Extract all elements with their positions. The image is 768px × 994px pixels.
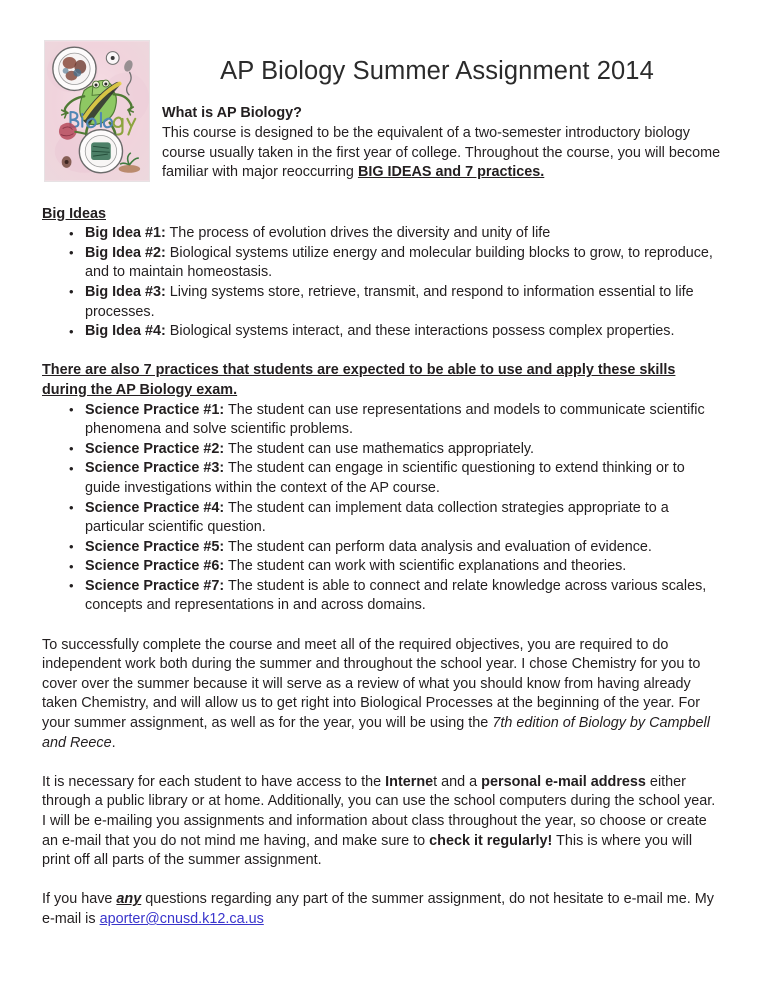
paragraph-contact-part1: If you have (42, 891, 117, 908)
practice-label: Science Practice #5: (85, 538, 225, 555)
paragraph-email-part1: It is necessary for each student to have access to the (42, 773, 386, 790)
paragraph-course-part1: To successfully complete the course and meet all of the required objectives, you are required to do independent work both during the summer and throughout the school year. I chose Chemistry for you to cover over the summer because it will serve as a review of what you should know from having already taken Chemistry, and will allow us to get right into Biological Processes at the beginning of the year. For your summer assignment, as well as for the year, you will be using the (42, 636, 701, 732)
biology-illustration (44, 40, 150, 182)
big-idea-text: Living systems store, retrieve, transmit, and respond to information essential to life processes. (85, 283, 694, 320)
practice-text: The student can work with scientific explanations and theories. (224, 558, 627, 575)
intro-body: This course is designed to be the equivalent of a two-semester introductory biology course usually taken in the first year of college. Throughout the course, you will become familiar with major reoccurring (162, 124, 721, 181)
practices-heading: There are also 7 practices that students are expected to be able to use and apply these skills during the AP Biology exam. (42, 362, 676, 398)
practice-label: Science Practice #7: (85, 577, 225, 594)
practice-label: Science Practice #3: (85, 460, 225, 477)
paragraph-email-part4: This is where you will print off all parts of the summer assignment. (42, 832, 693, 869)
big-ideas-heading: Big Ideas (42, 205, 106, 222)
spacer (42, 871, 722, 891)
practice-text: The student can perform data analysis and evaluation of evidence. (224, 538, 652, 555)
list-item (42, 459, 722, 498)
spacer (42, 342, 722, 362)
paragraph-course-part2: . (111, 734, 116, 751)
list-item (42, 283, 722, 322)
check-regularly-emphasis: check it regularly! (429, 832, 553, 849)
document-body (0, 185, 768, 930)
big-idea-text: Biological systems utilize energy and molecular building blocks to grow, to reproduce, and to maintain homeostasis. (85, 244, 713, 281)
list-item (42, 440, 722, 460)
list-item (42, 401, 722, 440)
list-item (42, 322, 722, 342)
big-idea-text: The process of evolution drives the diversity and unity of life (165, 225, 551, 242)
spacer (42, 185, 722, 205)
list-item (42, 499, 722, 538)
practice-text: The student can use representations and models to communicate scientific phenomena and solve scientific problems. (85, 401, 705, 438)
big-ideas-list (42, 224, 722, 342)
header-text-column (162, 57, 722, 183)
practice-label: Science Practice #2: (85, 440, 225, 457)
paragraph-email-part3: either through a public library or at home. Additionally, you can use the school computers during the school year. I will be e-mailing you assignments and information about class throughout the year, so choose or create an e-mail that you do not mind me having, and make sure to (42, 773, 716, 849)
list-item (42, 557, 722, 577)
practice-text: The student is able to connect and relate knowledge across various scales, concepts and representations in and across domains. (85, 577, 707, 614)
paragraph-contact (42, 890, 722, 929)
big-idea-text: Biological systems interact, and these interactions possess complex properties. (165, 323, 675, 340)
page-title: AP Biology Summer Assignment 2014 (220, 57, 654, 85)
practice-text: The student can use mathematics appropriately. (224, 440, 535, 457)
list-item (42, 224, 722, 244)
intro-heading: What is AP Biology? (162, 105, 302, 122)
paragraph-contact-part2: questions regarding any part of the summer assignment, do not hesitate to e-mail me. My e-mail is (42, 891, 714, 927)
paragraph-email (42, 773, 722, 871)
big-idea-label: Big Idea #2: (85, 244, 166, 261)
teacher-email-link[interactable]: aporter@cnusd.k12.ca.us (99, 910, 264, 927)
any-emphasis: any (116, 891, 142, 908)
big-idea-label: Big Idea #3: (85, 283, 166, 300)
practice-label: Science Practice #4: (85, 499, 225, 516)
practice-label: Science Practice #1: (85, 401, 225, 418)
practice-text: The student can implement data collection strategies appropriate to a particular scientific question. (85, 499, 669, 536)
document-header (0, 0, 768, 185)
email-address-emphasis: personal e-mail address (481, 773, 646, 790)
intro-emphasis: BIG IDEAS and 7 practices. (357, 164, 545, 181)
paragraph-email-part2: t and a (433, 773, 482, 790)
spacer (42, 753, 722, 773)
big-idea-label: Big Idea #1: (85, 225, 166, 242)
spacer (42, 616, 722, 636)
practice-label: Science Practice #6: (85, 558, 225, 575)
practices-list (42, 401, 722, 617)
list-item (42, 577, 722, 616)
practice-text: The student can engage in scientific questioning to extend thinking or to guide investigations within the context of the AP course. (85, 460, 685, 496)
list-item (42, 538, 722, 558)
big-ideas-heading-wrap (42, 205, 722, 225)
textbook-title: 7th edition of Biology by Campbell and Reece (42, 715, 710, 751)
internet-emphasis: Interne (385, 773, 434, 790)
list-item (42, 244, 722, 283)
big-idea-label: Big Idea #4: (85, 323, 166, 340)
paragraph-course (42, 636, 722, 754)
intro-paragraph (162, 104, 722, 182)
